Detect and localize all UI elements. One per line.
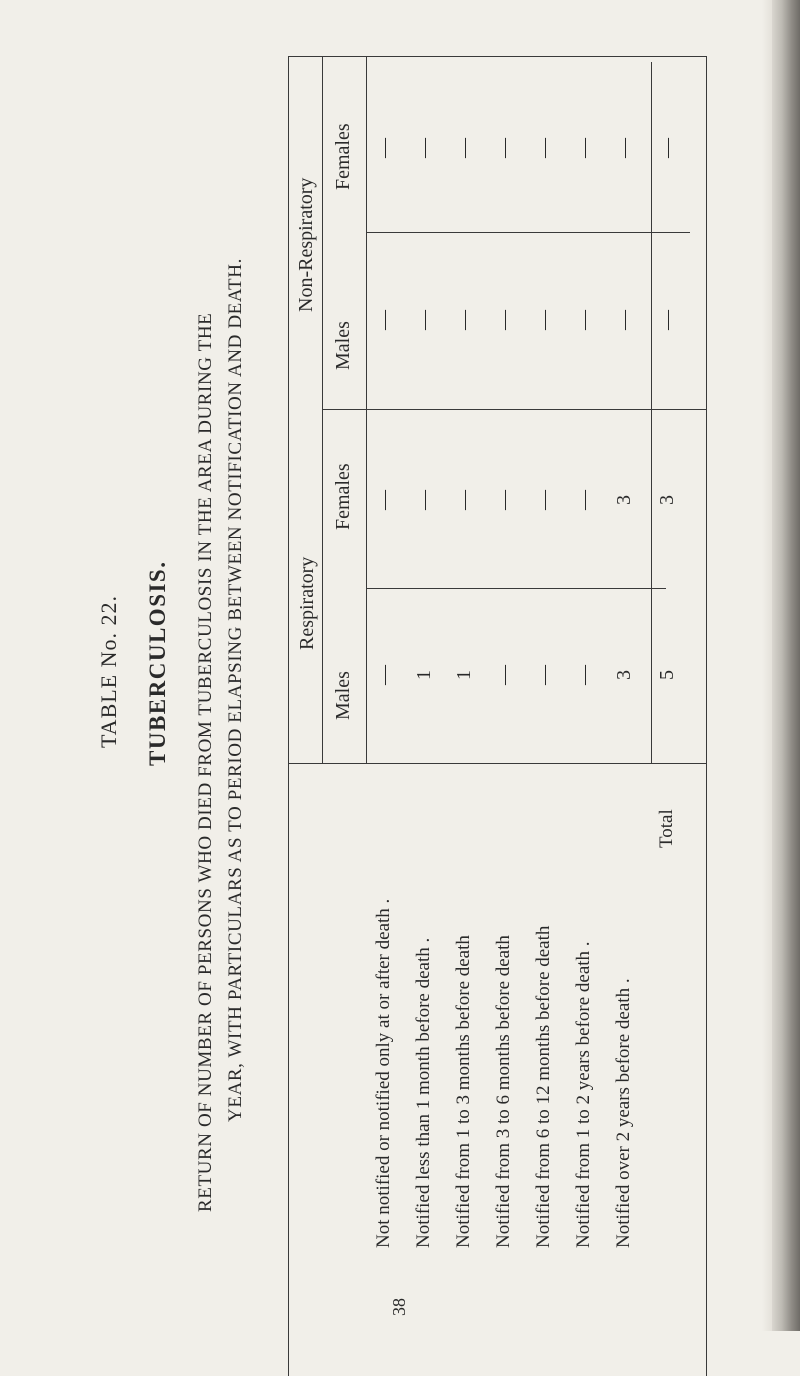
table-top-rule <box>288 56 706 57</box>
row-label-total: Total <box>656 809 677 848</box>
cell-r1-resp-females: — <box>373 490 395 510</box>
row-label-2: Notified less than 1 month before death . <box>413 937 434 1248</box>
row-label-7: Notified over 2 years before death . <box>613 978 634 1248</box>
cell-r2-resp-males: 1 <box>413 670 435 680</box>
cell-r6-nonresp-females: — <box>573 138 595 158</box>
row-label-6: Notified from 1 to 2 years before death . <box>573 941 594 1248</box>
cell-r3-resp-females: — <box>453 490 475 510</box>
cell-r7-nonresp-males: — <box>613 310 635 330</box>
nonresp-males-females-rule <box>366 232 690 233</box>
cell-r4-nonresp-females: — <box>493 138 515 158</box>
cell-total-resp-females: 3 <box>656 495 678 505</box>
cell-r3-nonresp-males: — <box>453 310 475 330</box>
cell-r1-resp-males: — <box>373 665 395 685</box>
row-label-5: Notified from 6 to 12 months before death <box>533 925 554 1248</box>
row-label-1: Not notified or notified only at or after death . <box>373 898 394 1248</box>
resp-males-females-rule <box>366 588 666 589</box>
cell-r2-nonresp-females: — <box>413 138 435 158</box>
cell-total-nonresp-females: — <box>656 138 678 158</box>
cell-r4-resp-males: — <box>493 665 515 685</box>
cell-r6-resp-females: — <box>573 490 595 510</box>
cell-r4-resp-females: — <box>493 490 515 510</box>
cell-r7-resp-males: 3 <box>613 670 635 680</box>
book-binding-edge <box>772 0 800 1331</box>
cell-r7-nonresp-females: — <box>613 138 635 158</box>
cell-r7-resp-females: 3 <box>613 495 635 505</box>
table-heading-line-2: YEAR, WITH PARTICULARS AS TO PERIOD ELAPSING BETWEEN NOTIFICATION AND DEATH. <box>225 258 246 1122</box>
cell-r3-resp-males: 1 <box>453 670 475 680</box>
col-header-resp-females: Females <box>332 463 354 530</box>
col-header-nonresp-males: Males <box>332 321 354 370</box>
table-number: TABLE No. 22. <box>96 594 121 748</box>
cell-r6-resp-males: — <box>573 665 595 685</box>
resp-nonresp-divider-rule <box>322 409 706 410</box>
col-header-resp-males: Males <box>332 671 354 720</box>
table-subject: TUBERCULOSIS. <box>145 560 170 766</box>
table-right-rule <box>706 56 707 1376</box>
cell-r2-nonresp-males: — <box>413 310 435 330</box>
row-label-3: Notified from 1 to 3 months before death <box>453 935 474 1248</box>
cell-total-resp-males: 5 <box>656 670 678 680</box>
page-edge-shadow <box>762 0 772 1331</box>
table-heading-line-1: RETURN OF NUMBER OF PERSONS WHO DIED FROM TUBERCULOSIS IN THE AREA DURING THE <box>195 312 216 1212</box>
group-header-non-respiratory: Non-Respiratory <box>295 177 317 312</box>
col-header-nonresp-females: Females <box>332 123 354 190</box>
cell-r1-nonresp-males: — <box>373 310 395 330</box>
group-header-respiratory: Respiratory <box>296 556 318 650</box>
row-label-4: Notified from 3 to 6 months before death <box>493 935 514 1248</box>
cell-total-nonresp-males: — <box>656 310 678 330</box>
cell-r1-nonresp-females: — <box>373 138 395 158</box>
cell-r5-nonresp-males: — <box>533 310 555 330</box>
cell-r5-nonresp-females: — <box>533 138 555 158</box>
total-divider-rule <box>651 62 652 764</box>
cell-r6-nonresp-males: — <box>573 310 595 330</box>
page-number: 38 <box>389 1298 409 1316</box>
cell-r2-resp-females: — <box>413 490 435 510</box>
cell-r5-resp-males: — <box>533 665 555 685</box>
table-left-rule <box>288 56 289 1376</box>
stub-divider-rule <box>288 763 706 764</box>
cell-r4-nonresp-males: — <box>493 310 515 330</box>
cell-r3-nonresp-females: — <box>453 138 475 158</box>
cell-r5-resp-females: — <box>533 490 555 510</box>
